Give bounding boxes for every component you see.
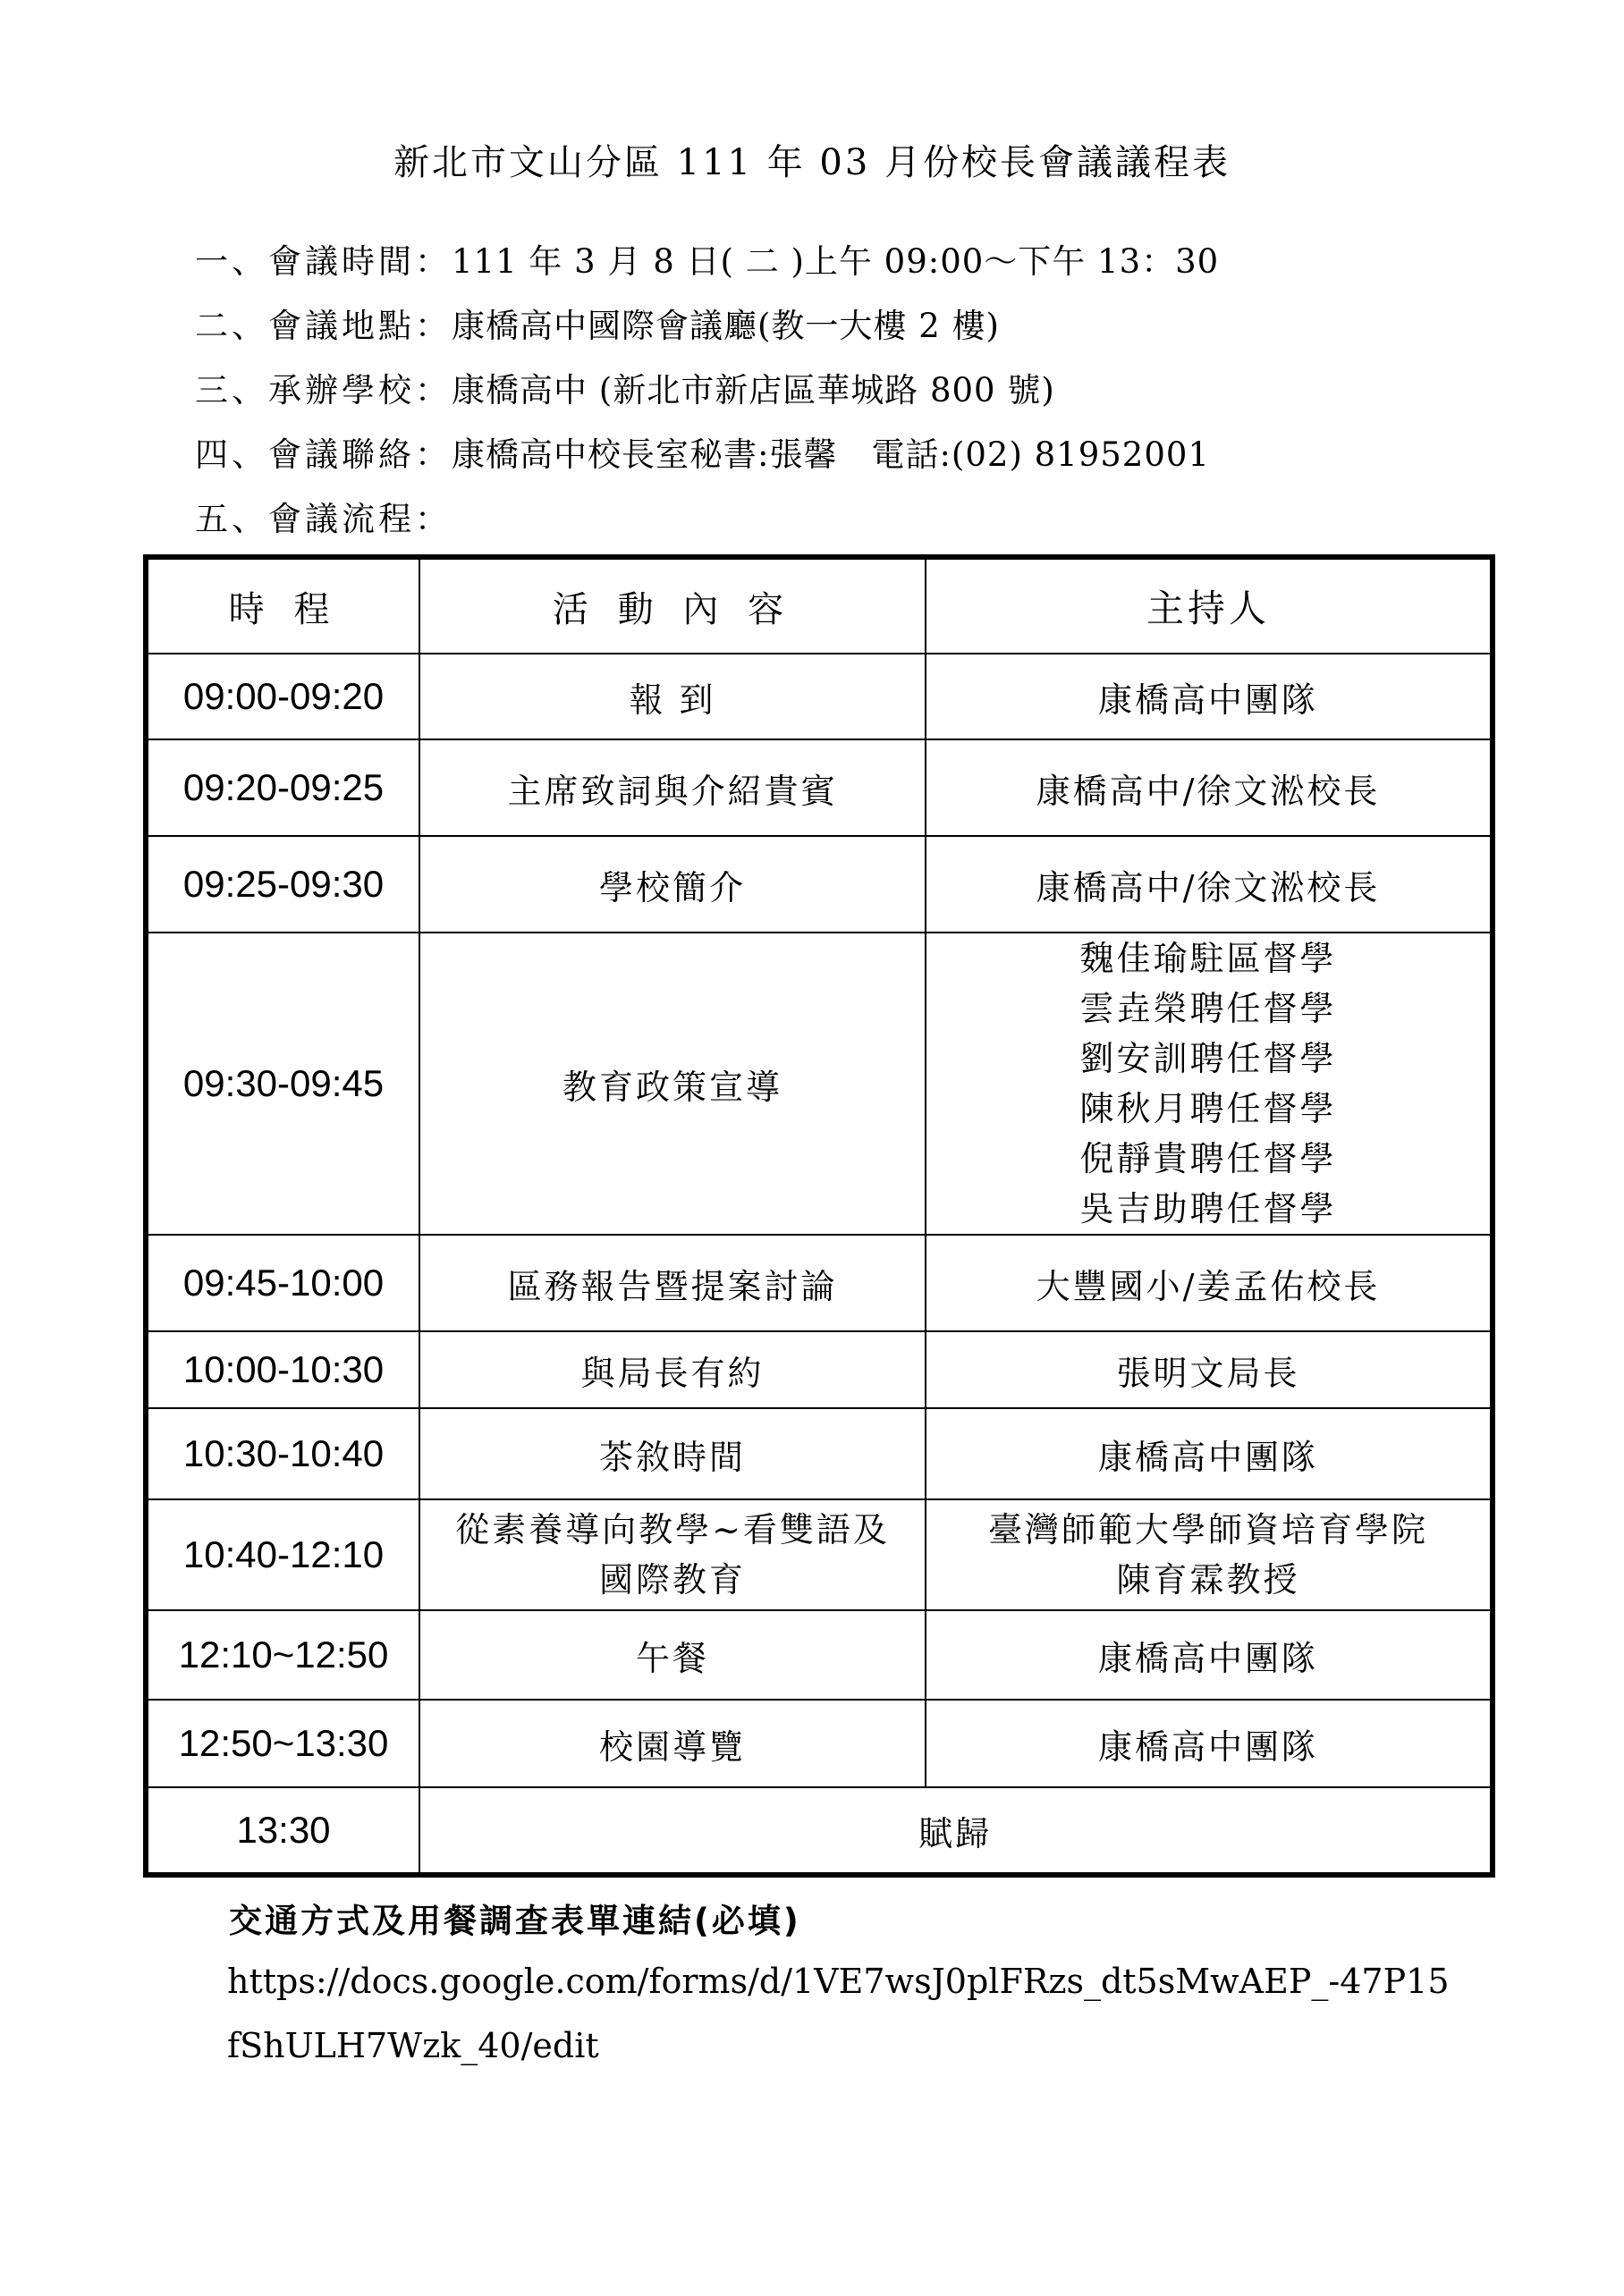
row-time: 13:30 <box>146 1787 419 1875</box>
table-row <box>146 1331 1493 1408</box>
form-link-title: 交通方式及用餐調查表單連結(必填) <box>229 1902 801 1940</box>
table-row <box>146 1700 1493 1787</box>
row-host <box>926 933 1493 1235</box>
info-contact <box>195 427 1210 476</box>
info-meeting-place <box>195 299 1000 347</box>
table-row <box>146 1235 1493 1331</box>
row-time: 12:10~12:50 <box>146 1610 419 1700</box>
info-value: 康橋高中 (新北市新店區華城路 800 號) <box>452 371 1055 409</box>
page-title: 新北市文山分區 111 年 03 月份校長會議議程表 <box>393 142 1231 183</box>
header-activity: 活 動 內 容 <box>419 557 926 654</box>
host-line: 陳秋月聘任督學 <box>1079 1089 1337 1128</box>
row-activity: 與局長有約 <box>419 1331 926 1408</box>
row-activity: 學校簡介 <box>419 836 926 933</box>
row-activity: 午餐 <box>419 1610 926 1700</box>
table-row <box>146 836 1493 933</box>
row-activity: 報 到 <box>419 654 926 739</box>
table-row <box>146 1787 1493 1875</box>
row-time: 12:50~13:30 <box>146 1700 419 1787</box>
host-line: 雲垚榮聘任督學 <box>1079 989 1337 1028</box>
row-host: 康橋高中團隊 <box>926 654 1493 739</box>
table-row <box>146 654 1493 739</box>
info-value: 康橋高中國際會議廳(教一大樓 2 樓) <box>452 307 1000 345</box>
agenda-table <box>143 554 1495 1878</box>
row-host: 大豐國小/姜孟佑校長 <box>926 1235 1493 1331</box>
row-activity: 主席致詞與介紹貴賓 <box>419 739 926 836</box>
row-host: 康橋高中團隊 <box>926 1610 1493 1700</box>
header-time: 時 程 <box>146 557 419 654</box>
info-label: 三、承辦學校： <box>195 371 452 409</box>
row-activity <box>419 1499 926 1610</box>
activity-line: 國際教育 <box>598 1560 746 1600</box>
row-time: 10:00-10:30 <box>146 1331 419 1408</box>
info-label: 二、會議地點： <box>195 307 452 345</box>
row-time: 09:00-09:20 <box>146 654 419 739</box>
row-activity: 茶敘時間 <box>419 1408 926 1499</box>
info-agenda <box>195 492 452 540</box>
table-row <box>146 1499 1493 1610</box>
info-meeting-time <box>195 234 1219 283</box>
info-value: 康橋高中校長室秘書:張馨 電話:(02) 81952001 <box>452 435 1210 474</box>
table-row <box>146 933 1493 1235</box>
info-label: 五、會議流程： <box>195 500 452 538</box>
row-time: 09:25-09:30 <box>146 836 419 933</box>
info-label: 一、會議時間： <box>195 242 452 281</box>
row-activity: 區務報告暨提案討論 <box>419 1235 926 1331</box>
row-host: 康橋高中/徐文淞校長 <box>926 836 1493 933</box>
row-host: 康橋高中/徐文淞校長 <box>926 739 1493 836</box>
row-activity: 賦歸 <box>419 1787 1493 1875</box>
row-activity: 教育政策宣導 <box>419 933 926 1235</box>
info-label: 四、會議聯絡： <box>195 435 452 474</box>
info-host-school <box>195 363 1055 411</box>
activity-line: 從素養導向教學~看雙語及 <box>455 1510 890 1549</box>
row-host: 康橋高中團隊 <box>926 1408 1493 1499</box>
row-time: 09:20-09:25 <box>146 739 419 836</box>
host-line: 吳吉助聘任督學 <box>1079 1189 1337 1228</box>
row-host: 康橋高中團隊 <box>926 1700 1493 1787</box>
table-row <box>146 739 1493 836</box>
host-line: 魏佳瑜駐區督學 <box>1079 939 1337 978</box>
host-line: 劉安訓聘任督學 <box>1079 1039 1337 1078</box>
row-time: 10:40-12:10 <box>146 1499 419 1610</box>
table-row <box>146 1610 1493 1700</box>
row-time: 10:30-10:40 <box>146 1408 419 1499</box>
row-activity: 校園導覽 <box>419 1700 926 1787</box>
host-line: 陳育霖教授 <box>1116 1560 1300 1600</box>
form-link-url[interactable]: https://docs.google.com/forms/d/1VE7wsJ0plFRzs_dt5sMwAEP_-47P15fShULH7Wzk_40/edit <box>227 1962 1450 2065</box>
row-time: 09:30-09:45 <box>146 933 419 1235</box>
row-host: 張明文局長 <box>926 1331 1493 1408</box>
header-host: 主持人 <box>926 557 1493 654</box>
host-line: 倪靜貴聘任督學 <box>1079 1139 1337 1178</box>
row-time: 09:45-10:00 <box>146 1235 419 1331</box>
row-host <box>926 1499 1493 1610</box>
host-line: 臺灣師範大學師資培育學院 <box>987 1510 1428 1549</box>
table-header-row <box>146 557 1493 654</box>
table-row <box>146 1408 1493 1499</box>
info-value: 111 年 3 月 8 日( 二 )上午 09:00～下午 13：30 <box>452 242 1220 281</box>
